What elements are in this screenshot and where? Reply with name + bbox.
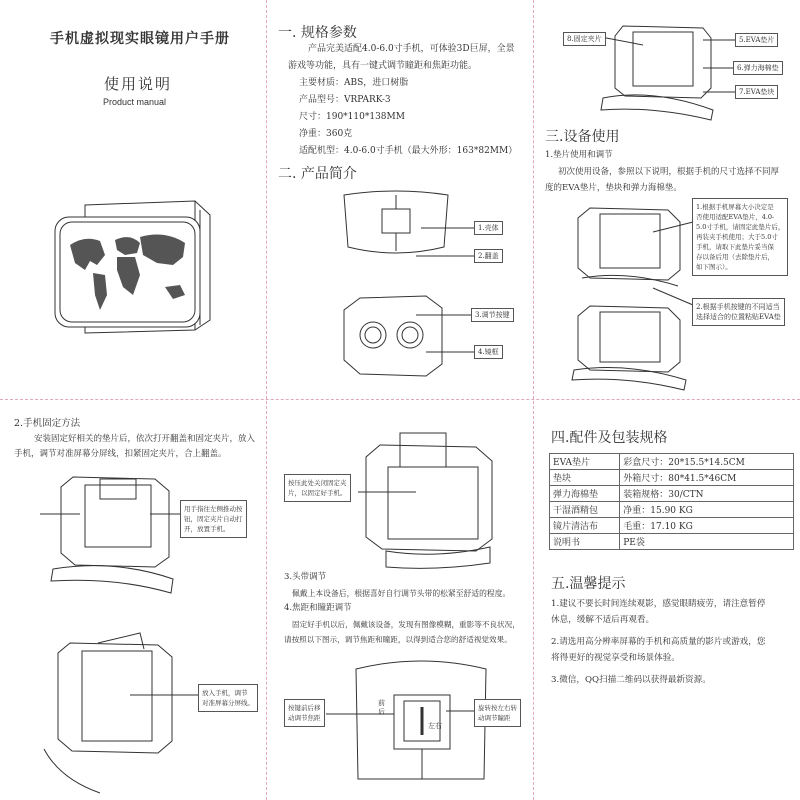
- focus-text-1: 固定好手机以后，佩戴该设备，发现有图像模糊，重影等不良状况，: [292, 620, 520, 629]
- arrow-front-back-label: 前后: [378, 699, 385, 716]
- table-cell: PE袋: [620, 534, 794, 550]
- phone-heading: 2.手机固定方法: [14, 418, 81, 429]
- focus-heading: 4.焦距和瞳距调节: [284, 603, 352, 613]
- intro-heading: 二. 产品简介: [278, 166, 357, 182]
- specs-weight: 净重：360克: [299, 129, 353, 139]
- specs-size: 尺寸：190*110*138MM: [299, 112, 405, 122]
- focus-leader-lines: [266, 399, 533, 800]
- table-cell: 净重：15.90 KG: [620, 502, 794, 518]
- note-pad-usage: 1.根据手机屏幕大小决定是 否使用适配EVA垫片，4.0- 5.0寸手机，请固定此垫片后， 再装夹手机使用；大于5.0寸 手机，请取下此垫片妥当保 存以备后用（去除垫片后， 如下图示）。: [692, 198, 788, 276]
- strap-heading: 3.头带调节: [284, 572, 327, 582]
- adjust-panel: [266, 399, 533, 800]
- specs-intro-2: 游戏等功能，具有一键式调节瞳距和焦距功能。: [288, 61, 478, 71]
- specs-model: 产品型号：VRPARK-3: [299, 95, 391, 105]
- table-cell: 装箱规格：30/CTN: [620, 486, 794, 502]
- table-cell: 干湿酒精包: [550, 502, 620, 518]
- package-heading: 四.配件及包装规格: [551, 430, 668, 446]
- phone-p1: 安装固定好相关的垫片后，依次打开翻盖和固定夹片，放入: [34, 434, 256, 444]
- table-cell: 彩盒尺寸：20*15.5*14.5CM: [620, 454, 794, 470]
- specs-compat: 适配机型：4.0-6.0寸手机（最大外形：163*82MM）: [299, 146, 518, 156]
- label-eva-block: 7.EVA垫块: [735, 85, 778, 99]
- usage-p2: 度的EVA垫片，垫块和弹力海棉垫。: [545, 183, 682, 193]
- tip-1a: 1.建议不要长时间连续观影，感觉眼睛疲劳，请注意暂停: [551, 599, 766, 609]
- phone-leader-lines: [0, 399, 266, 800]
- manual-subtitle: 使用说明: [104, 75, 173, 93]
- table-row: [550, 534, 794, 550]
- table-cell: 说明书: [550, 534, 620, 550]
- usage-panel: [533, 0, 800, 399]
- usage-sub: 1.垫片使用和调节: [545, 150, 613, 160]
- intro-leader-lines: [266, 0, 533, 399]
- specs-heading: 一. 规格参数: [278, 25, 357, 41]
- tip-2b: 将得更好的视觉享受和场景体验。: [551, 653, 680, 663]
- tip-1b: 休息，缓解不适后再观看。: [551, 615, 655, 625]
- manual-title: 手机虚拟现实眼镜用户手册: [50, 31, 230, 47]
- phone-p2: 手机，调节对准屏幕分屏线，扣紧固定夹片，合上翻盖。: [14, 449, 227, 459]
- label-fix-clip: 8.固定夹片: [563, 32, 606, 46]
- tips-heading: 五.温馨提示: [551, 576, 626, 592]
- label-eva-pad: 5.EVA垫片: [735, 33, 778, 47]
- manual-subtitle-en: Product manual: [103, 97, 167, 107]
- tip-2a: 2.请选用高分辨率屏幕的手机和高质量的影片或游戏，您: [551, 637, 766, 647]
- table-cell: 弹力海棉垫: [550, 486, 620, 502]
- note-pad-placement: 2.根据手机按键的不同适当 选择适合的位置粘贴EVA垫: [692, 298, 785, 326]
- note-open-clip: 用手指往左侧推动按 钮，固定夹片自动打 开，放置手机。: [180, 500, 247, 538]
- usage-heading: 三.设备使用: [545, 129, 620, 145]
- note-focus-adjust: 按键前后移 动调节焦距: [284, 699, 325, 727]
- table-row: [550, 470, 794, 486]
- table-cell: 镜片清洁布: [550, 518, 620, 534]
- strap-text: 佩戴上本设备后，根据喜好自行调节头带的松紧至舒适的程度。: [292, 589, 511, 598]
- label-adjust-button: 3.调节按键: [471, 308, 514, 322]
- table-cell: 垫块: [550, 470, 620, 486]
- tip-3: 3.微信，QQ扫描二维码以获得最新资源。: [551, 675, 711, 685]
- package-table: [549, 453, 794, 550]
- table-row: [550, 502, 794, 518]
- table-cell: EVA垫片: [550, 454, 620, 470]
- note-close-clip: 按压此处关闭固定夹 片，以固定好手机。: [284, 474, 351, 502]
- table-cell: 毛重：17.10 KG: [620, 518, 794, 534]
- package-panel: [533, 399, 800, 800]
- note-ipd-adjust: 旋转按左右转 动调节瞳距: [474, 699, 521, 727]
- label-flip-cover: 2.翻盖: [474, 249, 503, 263]
- table-row: [550, 518, 794, 534]
- label-lens-frame: 4.镜框: [474, 345, 503, 359]
- focus-text-2: 请按照以下图示，调节焦距和瞳距，以得到适合您的舒适视觉效果。: [284, 635, 512, 644]
- usage-p1: 初次使用设备，参照以下说明，根据手机的尺寸选择不同厚: [558, 167, 780, 177]
- cover-panel: [0, 0, 266, 399]
- phone-panel: [0, 399, 266, 800]
- label-shell: 1.壳体: [474, 221, 503, 235]
- label-sponge-pad: 6.弹力海棉垫: [733, 61, 783, 75]
- arrow-left-right-label: 左右: [428, 722, 442, 730]
- specs-intro-1: 产品完美适配4.0-6.0寸手机，可体验3D巨屏，全景: [308, 44, 515, 54]
- table-row: [550, 454, 794, 470]
- note-insert-phone: 放入手机，调节 对准屏幕分屏线。: [198, 684, 258, 712]
- specs-panel: [266, 0, 533, 399]
- table-cell: 外箱尺寸：80*41.5*46CM: [620, 470, 794, 486]
- table-row: [550, 486, 794, 502]
- specs-material: 主要材质：ABS，进口树脂: [299, 78, 409, 88]
- vr-headset-cover-illustration: [45, 195, 215, 335]
